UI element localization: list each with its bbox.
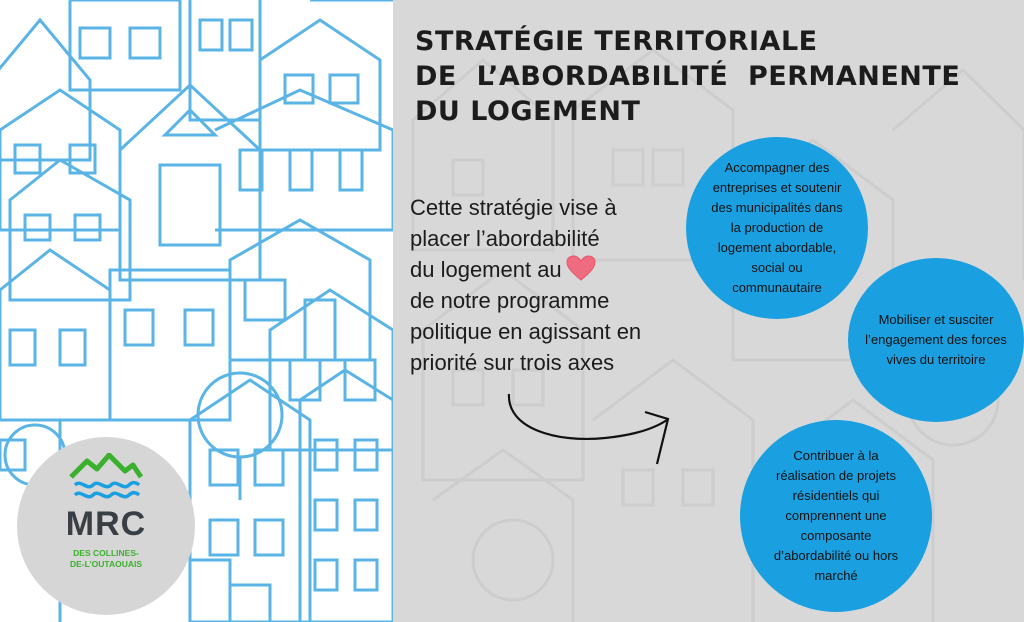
intro-line-4: de notre programme <box>410 288 610 313</box>
logo-name: MRC <box>65 505 147 543</box>
logo-sub-line-2: DE-L’OUTAOUAIS <box>69 559 143 569</box>
mountain-wave-logo-icon <box>69 453 143 503</box>
curved-arrow-icon <box>495 388 675 468</box>
intro-line-3: du logement au <box>410 257 562 282</box>
axis-2-text: Mobiliser et susciter l’engagement des forces vives du territoire <box>865 312 1007 367</box>
intro-text <box>410 192 700 378</box>
intro-line-1: Cette stratégie vise à <box>410 195 617 220</box>
title-line-3: DU LOGEMENT <box>415 96 641 127</box>
title-line-2: DE L’ABORDABILITÉ PERMANENTE <box>415 61 961 92</box>
logo-subtitle <box>17 548 195 570</box>
axis-1-text: Accompagner des entreprises et soutenir des municipalités dans la production de logement abordable, social ou communautaire <box>711 160 843 295</box>
heart-icon <box>566 255 596 281</box>
page-title <box>415 24 960 129</box>
axis-circle-2 <box>848 258 1024 422</box>
axis-3-text: Contribuer à la réalisation de projets résidentiels qui comprennent une composante d’abordabilité ou hors marché <box>773 448 899 583</box>
intro-line-6: priorité sur trois axes <box>410 350 615 375</box>
intro-line-5: politique en agissant en <box>410 319 642 344</box>
title-line-1: STRATÉGIE TERRITORIALE <box>415 26 818 57</box>
logo-sub-line-1: DES COLLINES- <box>73 548 139 558</box>
intro-line-3-wrap <box>410 254 700 285</box>
intro-line-2: placer l’abordabilité <box>410 226 600 251</box>
axis-circle-3 <box>740 420 932 612</box>
axis-circle-1 <box>686 137 868 319</box>
mrc-logo <box>17 437 195 615</box>
